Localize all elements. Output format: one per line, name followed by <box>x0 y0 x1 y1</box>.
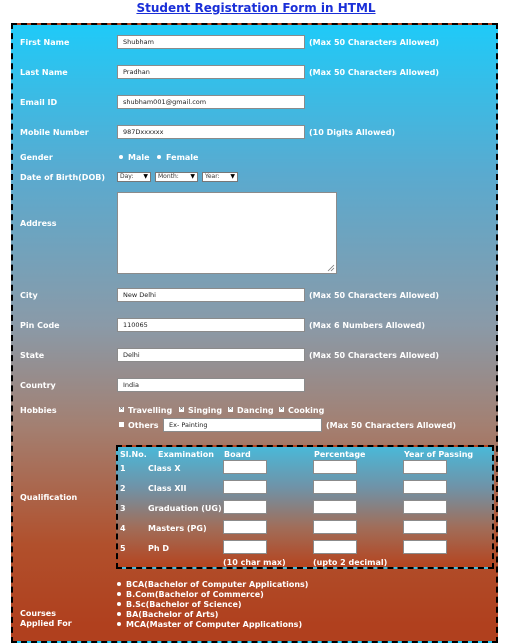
course-bsc-radio[interactable] <box>117 600 242 609</box>
qual-percentage-input[interactable] <box>313 500 357 514</box>
radio-icon <box>157 155 161 159</box>
address-textarea[interactable] <box>117 192 337 274</box>
country-label: Country <box>20 381 56 390</box>
last-name-label: Last Name <box>20 68 68 77</box>
qual-board-input[interactable] <box>223 520 267 534</box>
checkbox-icon: ✕ <box>228 406 233 412</box>
first-name-input[interactable]: Shubham <box>117 35 305 49</box>
qual-row-sl: 3 <box>120 504 126 513</box>
first-name-hint: (Max 50 Characters Allowed) <box>309 38 440 47</box>
hobbies-hint: (Max 50 Characters Allowed) <box>326 421 457 430</box>
hobbies-label: Hobbies <box>20 406 57 415</box>
course-mca-radio[interactable] <box>117 620 302 629</box>
state-label: State <box>20 351 45 360</box>
radio-icon <box>119 155 123 159</box>
qual-board-input[interactable] <box>223 480 267 494</box>
hobby-singing-label: Singing <box>188 406 223 415</box>
qual-board-input[interactable] <box>223 500 267 514</box>
hobby-cooking-checkbox[interactable] <box>279 406 324 415</box>
city-label: City <box>20 291 38 300</box>
qual-row-sl: 4 <box>120 524 126 533</box>
hobby-singing-checkbox[interactable] <box>179 406 222 415</box>
hobby-travelling-label: Travelling <box>128 406 173 415</box>
first-name-label: First Name <box>20 38 70 47</box>
qual-row-sl: 2 <box>120 484 126 493</box>
courses-label: Courses <box>20 609 56 618</box>
mobile-hint: (10 Digits Allowed) <box>309 128 396 137</box>
qual-percentage-input[interactable] <box>313 460 357 474</box>
resize-handle-icon[interactable] <box>327 264 335 272</box>
gender-label: Gender <box>20 153 53 162</box>
course-bca-label: BCA(Bachelor of Computer Applications) <box>126 580 309 589</box>
checkbox-icon: ✕ <box>179 406 184 412</box>
dob-year-select[interactable] <box>202 172 238 182</box>
radio-icon <box>117 602 121 606</box>
dob-label: Date of Birth(DOB) <box>20 173 105 182</box>
last-name-input[interactable]: Pradhan <box>117 65 305 79</box>
checkbox-icon: ✕ <box>279 406 284 412</box>
qual-row-exam: Class X <box>148 464 181 473</box>
hobby-others-checkbox[interactable] <box>119 421 158 430</box>
radio-icon <box>117 592 121 596</box>
qual-percentage-input[interactable] <box>313 540 357 554</box>
radio-icon <box>117 622 121 626</box>
qual-board-input[interactable] <box>223 540 267 554</box>
qual-percentage-input[interactable] <box>313 520 357 534</box>
qual-year-input[interactable] <box>403 460 447 474</box>
qual-header-board: Board <box>224 450 251 459</box>
qual-row-sl: 1 <box>120 464 126 473</box>
mobile-input[interactable]: 987Dxxxxxx <box>117 125 305 139</box>
last-name-hint: (Max 50 Characters Allowed) <box>309 68 440 77</box>
dob-day-select[interactable] <box>117 172 151 182</box>
qual-percentage-input[interactable] <box>313 480 357 494</box>
qual-header-year: Year of Passing <box>404 450 474 459</box>
gender-female-radio[interactable] <box>157 153 198 162</box>
qual-row-exam: Masters (PG) <box>148 524 207 533</box>
qual-year-input[interactable] <box>403 480 447 494</box>
qual-row-exam: Ph D <box>148 544 169 553</box>
qual-year-input[interactable] <box>403 520 447 534</box>
qual-year-input[interactable] <box>403 500 447 514</box>
state-hint: (Max 50 Characters Allowed) <box>309 351 440 360</box>
chevron-down-icon: ▼ <box>190 173 195 180</box>
radio-icon <box>117 582 121 586</box>
pin-hint: (Max 6 Numbers Allowed) <box>309 321 426 330</box>
qual-header-percentage: Percentage <box>314 450 366 459</box>
dob-year-value: Year: <box>205 173 220 180</box>
qual-header-slno: Sl.No. <box>120 450 147 459</box>
country-input[interactable]: India <box>117 378 305 392</box>
gender-female-label: Female <box>166 153 199 162</box>
qual-row-exam: Class XII <box>148 484 187 493</box>
dob-month-select[interactable] <box>155 172 198 182</box>
city-hint: (Max 50 Characters Allowed) <box>309 291 440 300</box>
dob-day-value: Day: <box>120 173 134 180</box>
hobby-others-input[interactable]: Ex- Painting <box>163 418 322 432</box>
hobby-travelling-checkbox[interactable] <box>119 406 172 415</box>
dob-month-value: Month: <box>158 173 179 180</box>
email-label: Email ID <box>20 98 58 107</box>
gender-male-label: Male <box>128 153 150 162</box>
email-input[interactable]: shubham001@gmail.com <box>117 95 305 109</box>
course-mca-label: MCA(Master of Computer Applications) <box>126 620 303 629</box>
hobby-others-label: Others <box>128 421 159 430</box>
hobby-dancing-checkbox[interactable] <box>228 406 274 415</box>
chevron-down-icon: ▼ <box>143 173 148 180</box>
course-bcom-radio[interactable] <box>117 590 264 599</box>
qual-board-input[interactable] <box>223 460 267 474</box>
qual-row-sl: 5 <box>120 544 126 553</box>
checkbox-icon: ✕ <box>119 406 124 412</box>
page-title[interactable]: Student Registration Form in HTML <box>136 1 376 15</box>
percentage-note: (upto 2 decimal) <box>313 558 388 567</box>
qual-header-exam: Examination <box>158 450 214 459</box>
course-bsc-label: B.Sc(Bachelor of Science) <box>126 600 242 609</box>
course-bca-radio[interactable] <box>117 580 308 589</box>
pin-input[interactable]: 110065 <box>117 318 305 332</box>
chevron-down-icon: ▼ <box>230 173 235 180</box>
course-ba-radio[interactable] <box>117 610 218 619</box>
radio-icon <box>117 612 121 616</box>
mobile-label: Mobile Number <box>20 128 89 137</box>
qualification-label: Qualification <box>20 493 78 502</box>
course-ba-label: BA(Bachelor of Arts) <box>126 610 219 619</box>
qual-year-input[interactable] <box>403 540 447 554</box>
city-input[interactable]: New Delhi <box>117 288 305 302</box>
qual-row-exam: Graduation (UG) <box>148 504 222 513</box>
board-note: (10 char max) <box>223 558 286 567</box>
hobby-dancing-label: Dancing <box>237 406 274 415</box>
pin-label: Pin Code <box>20 321 60 330</box>
course-bcom-label: B.Com(Bachelor of Commerce) <box>126 590 264 599</box>
hobby-cooking-label: Cooking <box>288 406 325 415</box>
checkbox-icon <box>119 422 124 427</box>
gender-male-radio[interactable] <box>119 153 150 162</box>
address-label: Address <box>20 219 57 228</box>
courses-label-cut: Applied For <box>20 619 72 628</box>
state-input[interactable]: Delhi <box>117 348 305 362</box>
qualification-table <box>116 445 494 569</box>
